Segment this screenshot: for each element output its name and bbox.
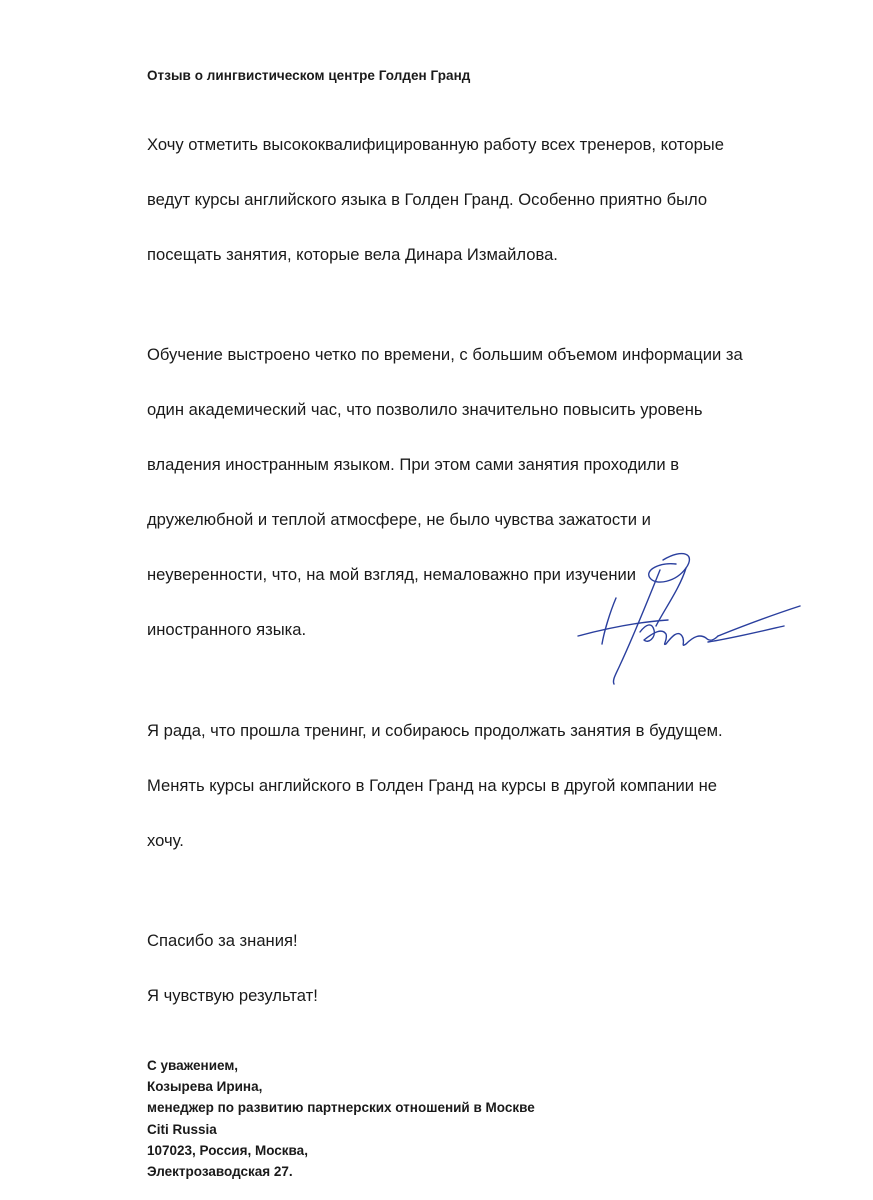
paragraph-line: посещать занятия, которые вела Динара Измайлова. xyxy=(147,244,558,264)
signoff-block xyxy=(147,1055,847,1182)
paragraph-line: ведут курсы английского языка в Голден Гранд. Особенно приятно было xyxy=(147,189,708,209)
signoff-line: С уважением, xyxy=(147,1058,239,1073)
paragraph-line: Менять курсы английского в Голден Гранд на курсы в другой компании не xyxy=(147,775,718,795)
paragraph-line: неуверенности, что, на мой взгляд, немаловажно при изучении xyxy=(147,565,637,584)
paragraph-line: Я рада, что прошла тренинг, и собираюсь продолжать занятия в будущем. xyxy=(147,720,723,740)
paragraph-line: Обучение выстроено четко по времени, с большим объемом информации за xyxy=(147,345,743,364)
thanks-paragraph xyxy=(147,900,847,1038)
signoff-line: Козырева Ирина, xyxy=(147,1079,263,1095)
paragraph-line: иностранного языка. xyxy=(147,620,307,639)
paragraph-line: Я чувствую результат! xyxy=(147,986,318,1005)
paragraph-line: один академический час, что позволило значительно повысить уровень xyxy=(147,400,703,419)
handwritten-signature xyxy=(568,540,808,700)
document-title: Отзыв о лингвистическом центре Голден Гранд xyxy=(147,68,471,83)
paragraph-3 xyxy=(147,689,847,882)
paragraph-line: Хочу отметить высококвалифицированную работу всех тренеров, которые xyxy=(147,134,724,154)
paragraph-1 xyxy=(147,103,847,296)
paragraph-line: владения иностранным языком. При этом сами занятия проходили в xyxy=(147,455,680,474)
signoff-line: Citi Russia xyxy=(147,1121,217,1137)
paragraph-line: Спасибо за знания! xyxy=(147,931,298,950)
signoff-line: менеджер по развитию партнерских отношений в Москве xyxy=(147,1100,535,1116)
signoff-line: Электрозаводская 27. xyxy=(147,1164,293,1180)
paragraph-line: хочу. xyxy=(147,830,184,850)
signoff-line: 107023, Россия, Москва, xyxy=(147,1142,308,1158)
paragraph-line: дружелюбной и теплой атмосфере, не было чувства зажатости и xyxy=(147,510,651,529)
